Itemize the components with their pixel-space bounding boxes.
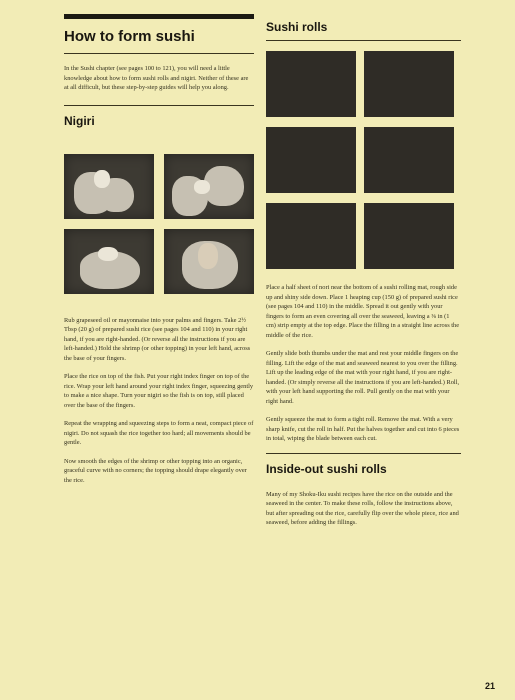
nigiri-rule [64,105,254,106]
rolls-paragraph-3: Gently squeeze the mat to form a tight roll. Remove the mat. With a very sharp knife, cut the roll in half. Put the halves together and cut into 6 pieces in total, wiping the blade between each cut. [266,416,460,442]
inside-out-paragraph: Many of my Shoku-Iku sushi recipes have the rice on the outside and the seaweed in the center. To make these rolls, follow the instructions above, but after spreading out the rice, carefully flip over the whole piece, rice and seaweed, before adding the fillings. [266,490,459,526]
rolls-step-4-photo [364,127,454,193]
intro-paragraph: In the Sushi chapter (see pages 100 to 121), you will need a little knowledge about how to form sushi rolls and nigiri. Neither of these are at all difficult, but these step-by-step guides will help you along. [64,65,249,91]
nigiri-step-2-photo [164,154,254,219]
rolls-paragraph-1: Place a half sheet of nori near the bottom of a sushi rolling mat, rough side up and shiny side down. Place 1 heaping cup (150 g) of prepared sushi rice (see pages 104 and 110) in the middle. Spread it out gently with your fingers to form an even covering all over the seaweed, leaving a ⅜ in (1 cm) strip empty at the top edge. Place the filling in a straight line across the middle of the rice. [266,284,460,339]
inside-out-rule [266,453,461,454]
page-number: 21 [484,681,495,691]
title-underline [64,53,254,54]
rolls-photo-grid [266,51,461,269]
rolls-paragraph-2: Gently slide both thumbs under the mat and rest your middle fingers on the filling. Lift the edge of the mat and seaweed nearest to you over the filling. Lift up the leading edge of the mat with your right hand, if you are right-handed. (Or simply reverse all the instructions if you are left-handed.) Roll, with your left hand supporting the roll. Pull gently on the mat with your right hand. [266,350,460,405]
nigiri-step-3-photo [64,229,154,294]
rolls-step-1-photo [266,51,356,117]
sushi-rolls-rule [266,40,461,41]
inside-out-heading: Inside-out sushi rolls [266,461,387,476]
rolls-step-2-photo [364,51,454,117]
nigiri-paragraph-3: Repeat the wrapping and squeezing steps to form a neat, compact piece of nigiri. Do not squash the rice together too hard; all movements should be gentle. [64,420,254,446]
page-title: How to form sushi [64,28,195,45]
rolls-step-6-photo [364,203,454,269]
left-column [64,14,254,494]
nigiri-paragraph-2: Place the rice on top of the fish. Put your right index finger on top of the rice. Wrap your left hand around your right index finger, squeezing gently to make a nice shape. Turn your nigiri so the fish is on top, still placed over the base of the fingers. [64,373,254,409]
nigiri-paragraph-1: Rub grapeseed oil or mayonnaise into your palms and fingers. Take 2½ Tbsp (20 g) of prepared sushi rice (see pages 104 and 110) in your right hand, if you are right-handed. (Or reverse all the instructions if you are left-handed.) Hold the shrimp (or other topping) in your left hand, across the base of your fingers. [64,316,251,362]
nigiri-step-1-photo [64,154,154,219]
nigiri-step-4-photo [164,229,254,294]
title-rule [64,14,254,19]
nigiri-photo-grid [64,154,254,294]
right-column [266,14,461,537]
rolls-step-3-photo [266,127,356,193]
nigiri-paragraph-4: Now smooth the edges of the shrimp or other topping into an organic, graceful curve with no corners; the topping should drape elegantly over the rice. [64,457,247,484]
rolls-step-5-photo [266,203,356,269]
nigiri-heading: Nigiri [64,113,95,128]
sushi-rolls-heading: Sushi rolls [266,20,328,34]
